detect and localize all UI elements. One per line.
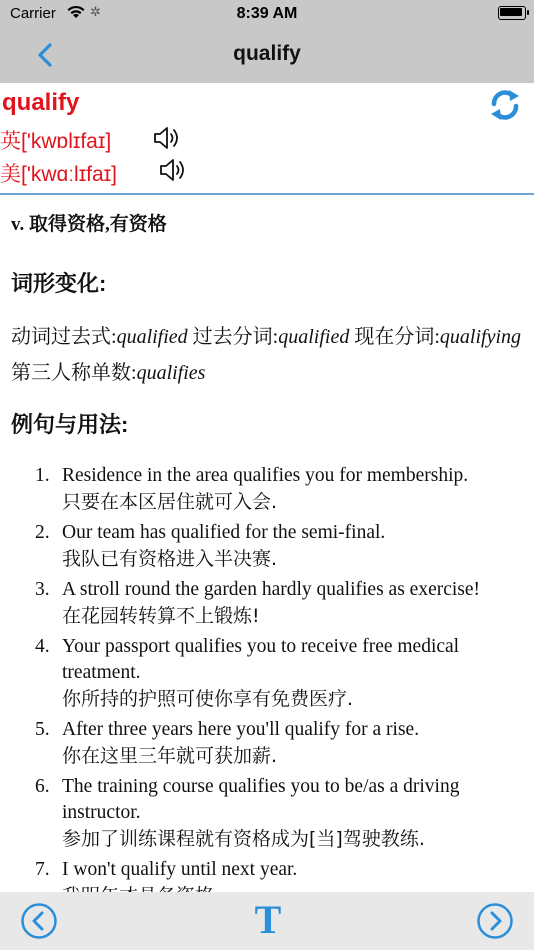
example-english: I won't qualify until next year.	[62, 859, 298, 880]
example-item	[0, 634, 534, 712]
example-english: The training course qualifies you to be/as a driving instructor.	[62, 776, 460, 823]
carrier-label: Carrier	[10, 5, 56, 22]
example-chinese: 你所持的护照可使你享有免费医疗.	[62, 688, 354, 710]
example-chinese: 只要在本区居住就可入会.	[62, 491, 278, 513]
entry-content[interactable]	[0, 195, 534, 892]
example-number: 5.	[35, 719, 50, 740]
status-time: 8:39 AM	[236, 5, 298, 22]
example-number: 4.	[35, 636, 50, 657]
previous-word-button[interactable]	[20, 902, 58, 940]
nav-bar	[0, 28, 534, 83]
uk-pronunciation: 英['kwɒlɪfaɪ]	[0, 130, 112, 153]
page-title: qualify	[233, 42, 301, 65]
speaker-icon[interactable]	[152, 123, 182, 153]
example-english: A stroll round the garden hardly qualifies as exercise!	[62, 579, 481, 600]
activity-icon: ✲	[90, 4, 101, 19]
example-number: 3.	[35, 579, 50, 600]
example-number: 6.	[35, 776, 50, 797]
example-chinese: 在花园转转算不上锻炼!	[62, 605, 260, 627]
battery-icon	[498, 6, 526, 20]
us-pronunciation: 美['kwɑːlɪfaɪ]	[0, 163, 117, 186]
example-item	[0, 463, 534, 515]
form-value: qualifies	[136, 362, 206, 384]
refresh-icon[interactable]	[488, 87, 522, 123]
form-label: 第三人称单数:	[11, 362, 137, 384]
example-number: 2.	[35, 522, 50, 543]
example-english: Our team has qualified for the semi-final.	[62, 522, 386, 543]
form-label: 现在分词:	[349, 326, 440, 348]
example-number: 7.	[35, 859, 50, 880]
next-word-button[interactable]	[476, 902, 514, 940]
word-forms	[11, 319, 526, 391]
form-value: qualified	[116, 326, 188, 348]
example-item	[0, 774, 534, 852]
example-number: 1.	[35, 465, 50, 486]
example-item	[0, 520, 534, 572]
examples-heading: 例句与用法:	[11, 412, 129, 437]
example-chinese: 参加了训练课程就有资格成为[当]驾驶教练.	[62, 828, 425, 850]
examples-list	[0, 463, 534, 914]
form-value: qualifying	[439, 326, 522, 348]
example-english: Residence in the area qualifies you for membership.	[62, 465, 469, 486]
speaker-icon[interactable]	[158, 155, 188, 185]
form-label: 过去分词:	[187, 326, 279, 348]
font-size-button[interactable]: T	[254, 897, 282, 942]
forms-heading: 词形变化:	[11, 271, 107, 296]
example-item	[0, 717, 534, 769]
status-bar	[0, 0, 534, 28]
form-label: 动词过去式:	[11, 326, 117, 348]
headword: qualify	[2, 89, 80, 116]
example-chinese: 你在这里三年就可获加薪.	[62, 745, 278, 767]
example-chinese: 我队已有资格进入半决赛.	[62, 548, 278, 570]
bottom-toolbar	[0, 892, 534, 950]
example-english: Your passport qualifies you to receive free medical treatment.	[62, 636, 460, 683]
form-value: qualified	[278, 326, 350, 348]
word-header	[0, 83, 534, 195]
example-item	[0, 577, 534, 629]
definition: v. 取得资格,有资格	[11, 214, 167, 235]
example-english: After three years here you'll qualify for a rise.	[62, 719, 420, 740]
